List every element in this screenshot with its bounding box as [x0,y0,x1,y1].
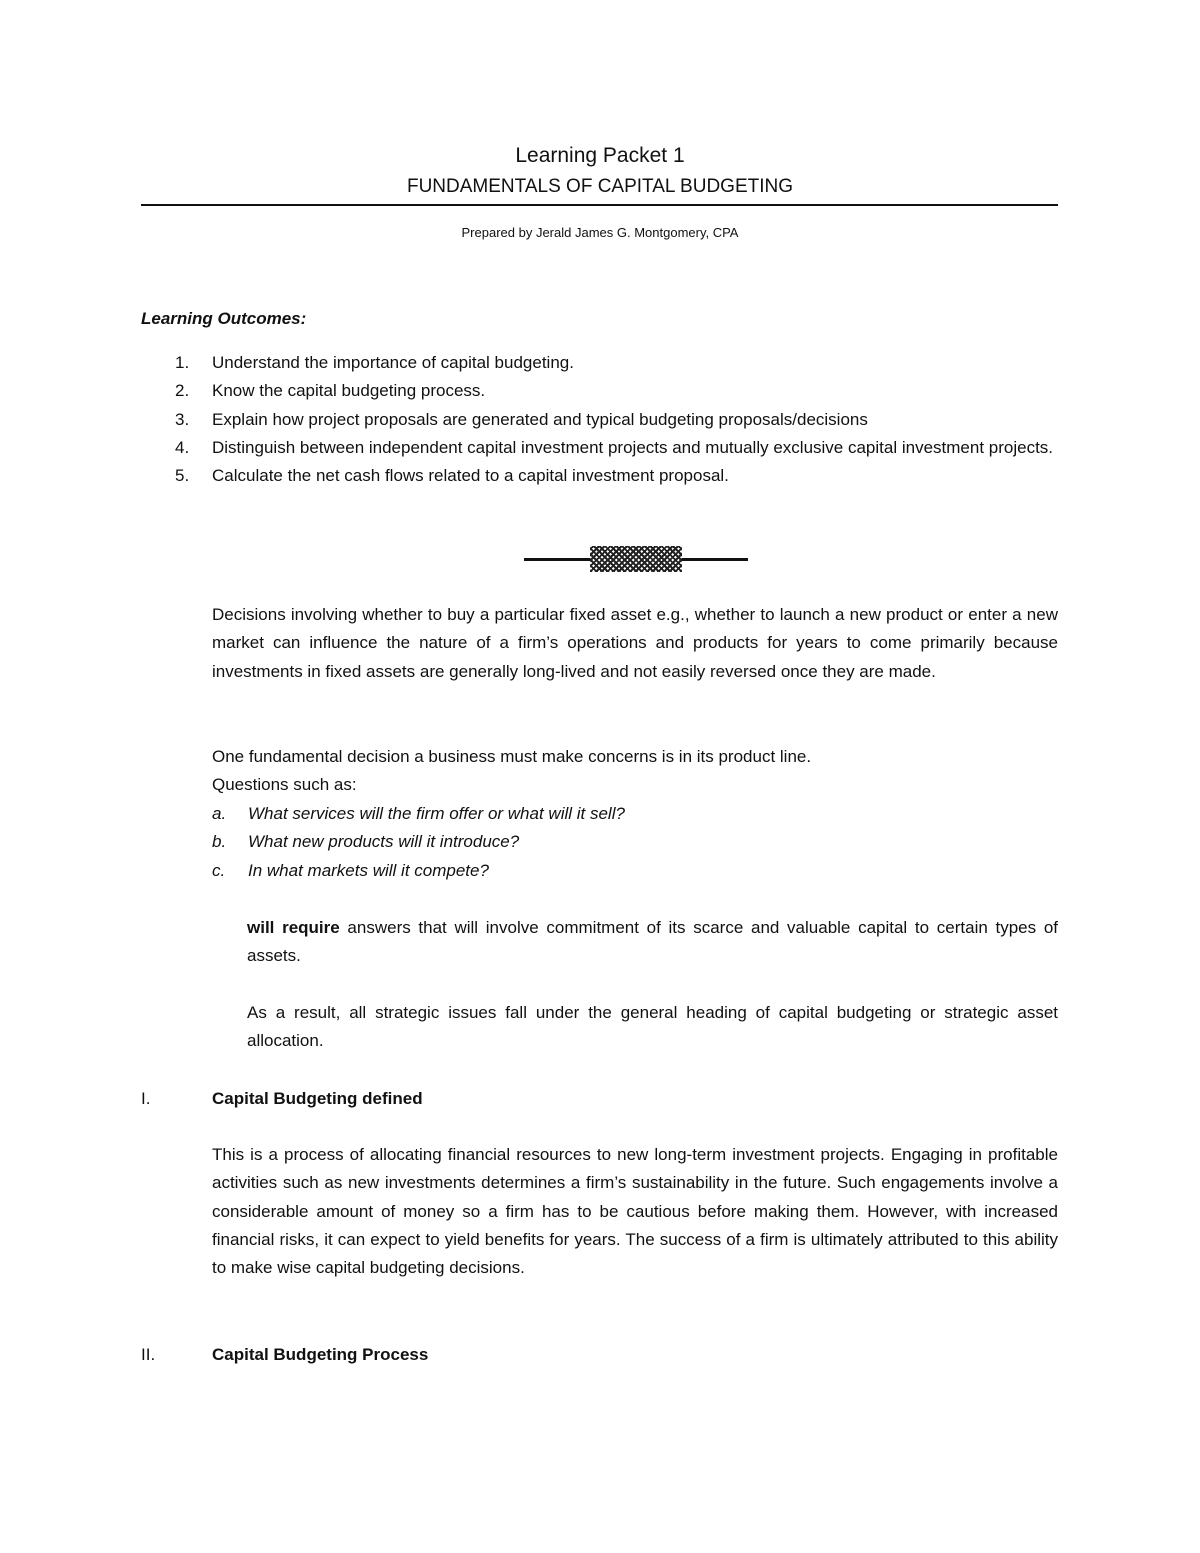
list-item-text: Understand the importance of capital budgeting. [212,353,574,372]
intro-paragraph-3 [247,914,1058,971]
section-1-body: This is a process of allocating financial resources to new long-term investment projects. Engaging in profitable activities such as new investments determines a firm’s sustainability in the future. Such engagements involve a considerable amount of money so a firm has to be cautious before making them. However, with increased financial risks, it can expect to yield benefits for years. The success of a firm is ultimately attributed to this ability to make wise capital budgeting decisions. [212,1145,1058,1278]
paragraph-text: answers that will involve commitment of its scarce and valuable capital to certain types of assets. [247,918,1059,966]
intro-paragraph-1: Decisions involving whether to buy a particular fixed asset e.g., whether to launch a new product or enter a new market can influence the nature of a firm’s operations and products for years to come primarily because investments in fixed assets are generally long-lived and not easily reversed once they are made. [212,605,1058,681]
intro-paragraph-2-line-2: Questions such as: [212,775,357,795]
list-letter: b. [212,832,227,852]
title-divider [141,204,1058,206]
list-item-text: Calculate the net cash flows related to a capital investment proposal. [212,466,729,486]
list-item-text: Explain how project proposals are generated and typical budgeting proposals/decisions [212,409,868,429]
list-item-text: In what markets will it compete? [248,860,489,880]
list-item [141,462,1058,490]
list-item [141,349,1058,377]
questions-list [212,800,1058,885]
intro-paragraph-2 [212,743,1058,800]
document-title: Learning Packet 1 [515,144,685,167]
section-title: Capital Budgeting defined [212,1089,423,1108]
list-item [212,800,1058,828]
list-item [212,857,1058,885]
list-letter: a. [212,804,227,823]
learning-outcomes-heading: Learning Outcomes: [141,309,307,328]
document-subtitle: FUNDAMENTALS OF CAPITAL BUDGETING [406,176,794,197]
list-number: 4. [175,437,190,457]
list-item [141,377,1058,405]
list-number: 2. [175,381,190,401]
learning-outcomes-list [141,349,1058,490]
list-item [212,828,1058,856]
list-item-text: Distinguish between independent capital investment projects and mutually exclusive capital investment projects. [212,437,1054,457]
ornament-line-right [682,558,748,561]
bold-phrase: will require [247,918,340,937]
list-item-text: Know the capital budgeting process. [212,381,486,401]
section-title: Capital Budgeting Process [212,1345,429,1364]
list-item-text: What new products will it introduce? [248,832,520,852]
list-item [141,406,1058,434]
list-item [141,434,1058,462]
intro-paragraph-4: As a result, all strategic issues fall under the general heading of capital budgeting or strategic asset allocation. [247,1003,1058,1051]
intro-paragraph-2-line-1: One fundamental decision a business must make concerns is in its product line. [212,747,812,766]
list-number: 3. [175,409,190,429]
list-number: 5. [175,466,190,486]
list-letter: c. [212,860,226,880]
list-number: 1. [175,353,190,372]
ornament-hatched-block [590,546,682,572]
ornament-line-left [524,558,590,561]
list-item-text: What services will the firm offer or what will it sell? [248,804,625,823]
section-number: II. [141,1345,156,1364]
section-number: I. [141,1089,151,1108]
section-divider-ornament [524,546,748,572]
author-line: Prepared by Jerald James G. Montgomery, CPA [461,225,739,240]
